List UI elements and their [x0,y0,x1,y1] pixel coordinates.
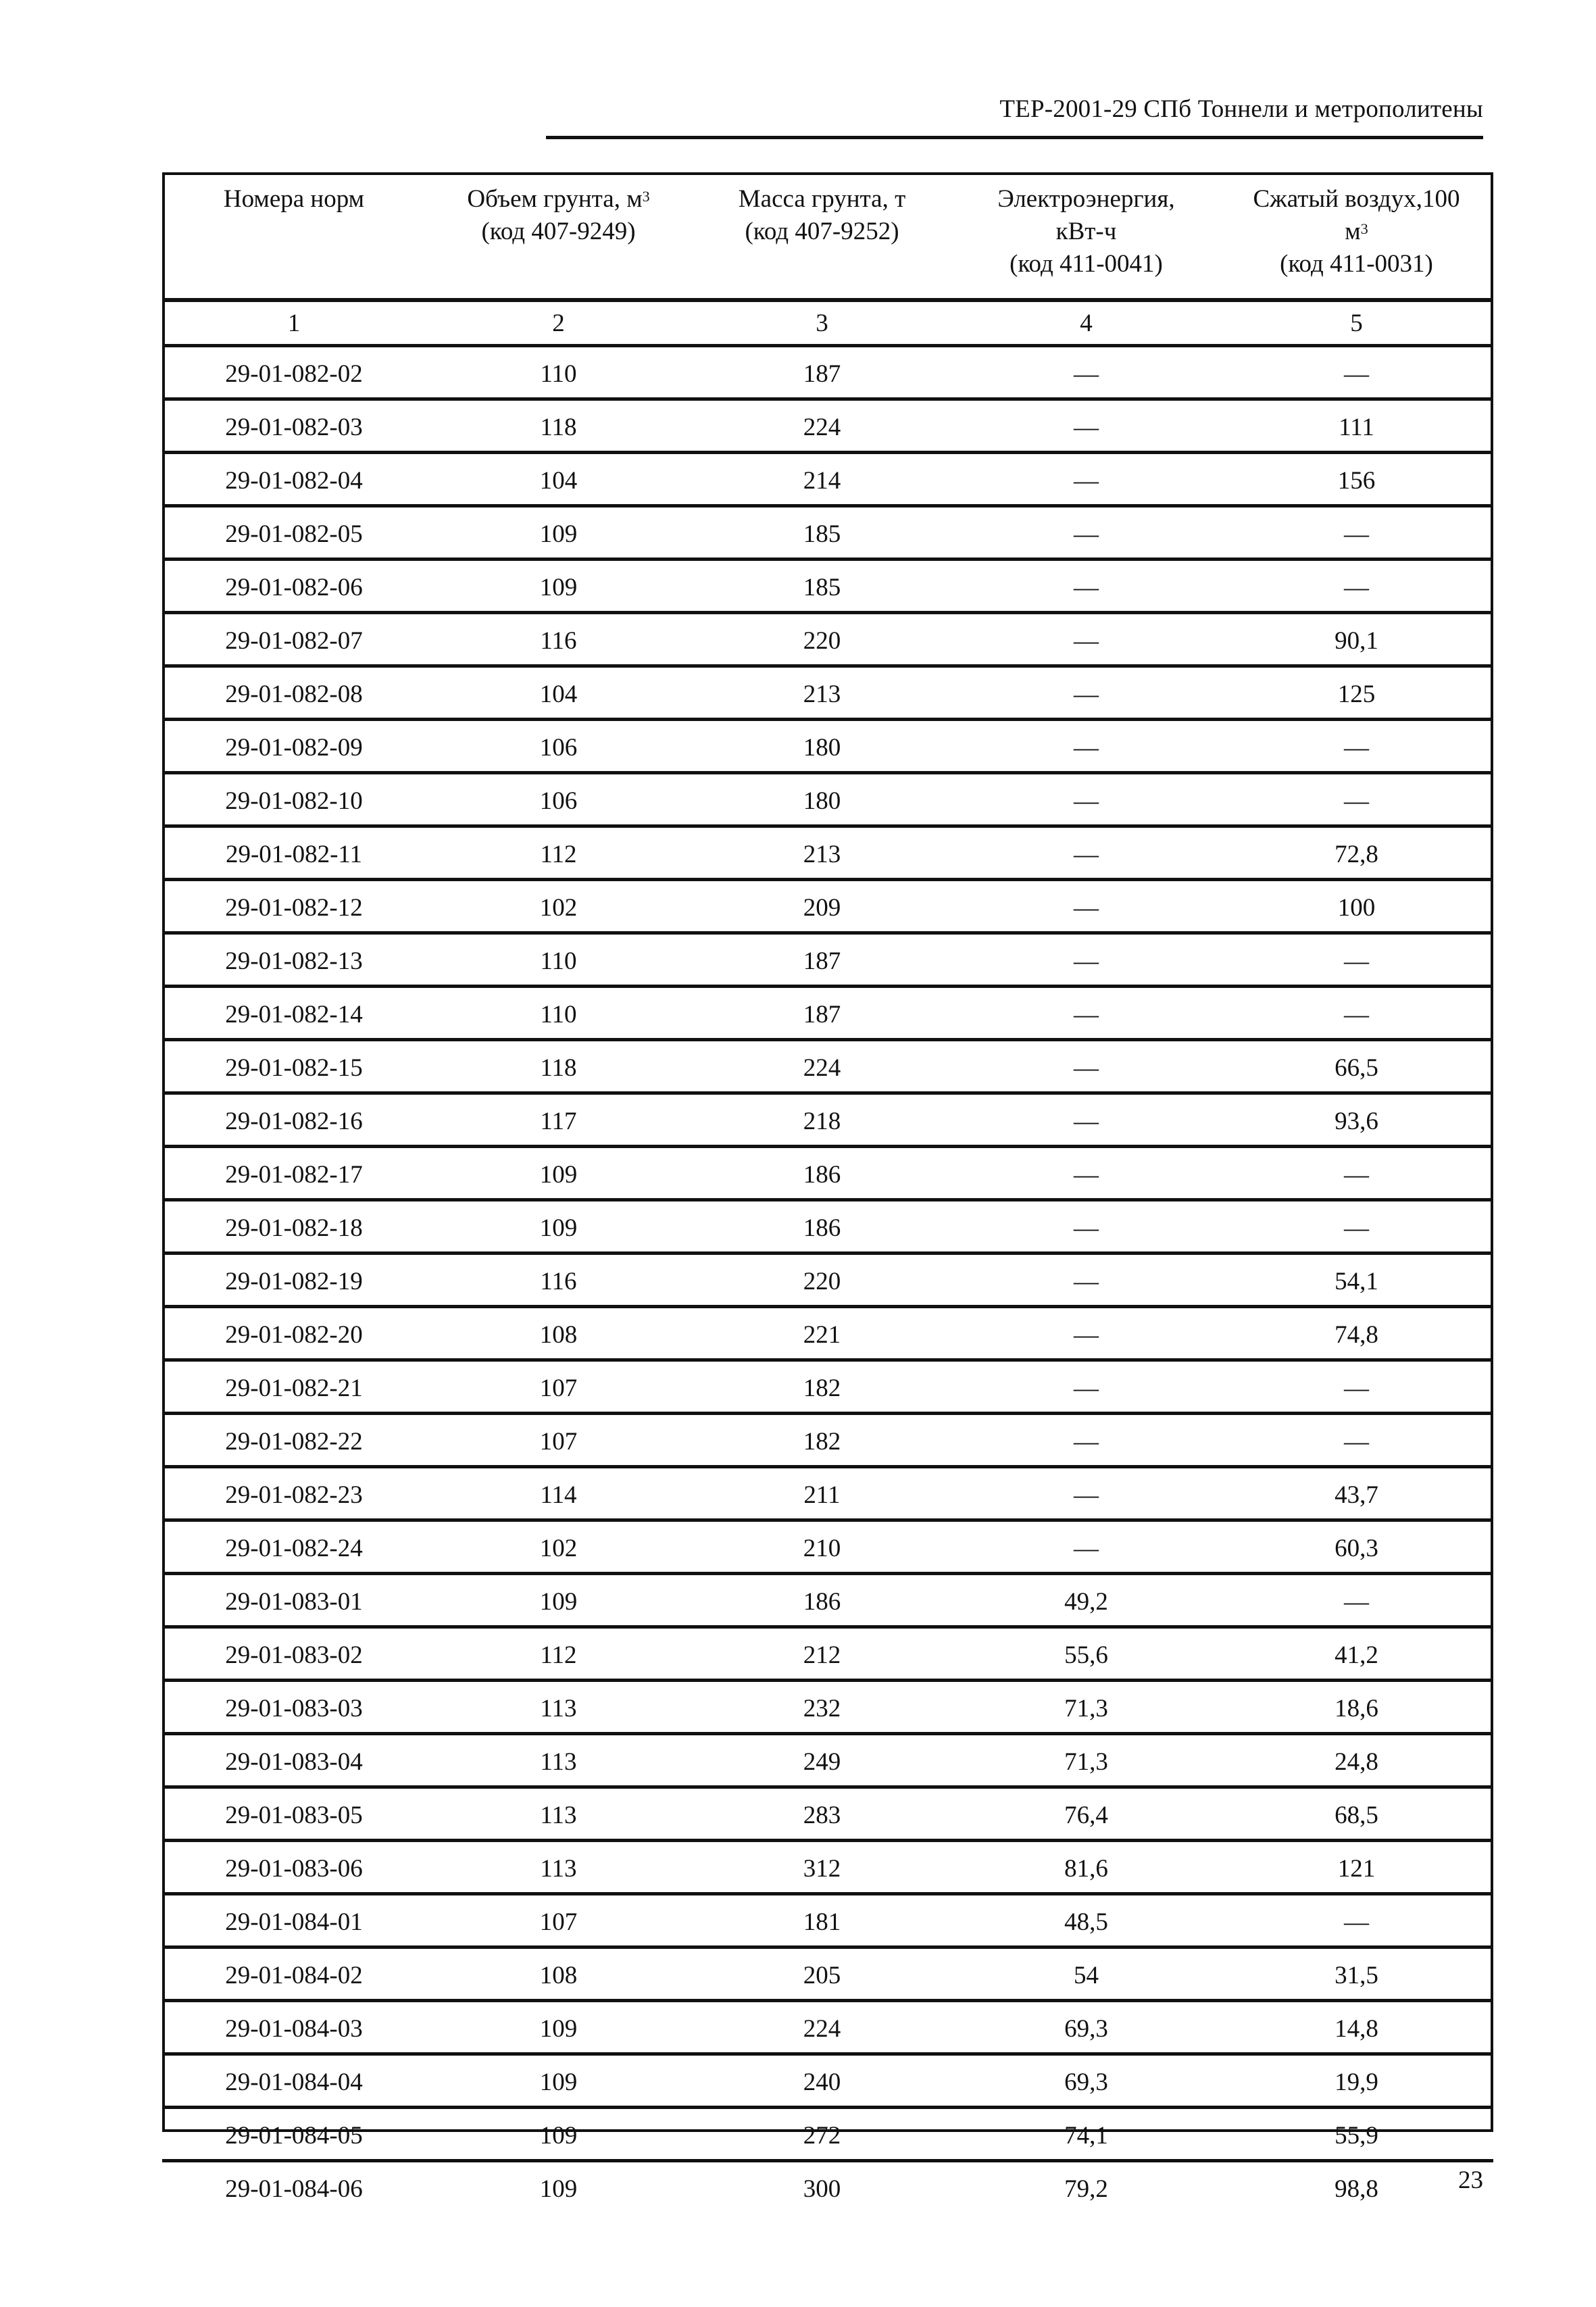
soil-volume-cell: 102 [426,880,691,933]
norm-number-cell: 29-01-082-06 [162,560,426,613]
soil-volume-cell: 109 [426,560,691,613]
soil-volume-cell: 106 [426,720,691,773]
electricity-cell: — [953,987,1220,1040]
soil-mass-cell: 180 [691,720,953,773]
column-header-line: Сжатый воздух,100 [1253,185,1460,213]
compressed-air-cell: 14,8 [1220,2001,1493,2054]
compressed-air-cell: — [1220,773,1493,826]
electricity-cell: 48,5 [953,1894,1220,1948]
table-row [162,987,1493,1040]
column-header-code: (код 407-9252) [745,218,899,245]
norm-number-cell: 29-01-083-04 [162,1734,426,1787]
table-row [162,773,1493,826]
norm-number-cell: 29-01-082-20 [162,1307,426,1360]
norm-number-cell: 29-01-084-02 [162,1948,426,2001]
column-header-line [426,183,691,216]
table-row [162,1040,1493,1093]
soil-mass-cell: 180 [691,773,953,826]
soil-mass-cell: 211 [691,1467,953,1520]
column-header-line: Электроэнергия, [997,185,1175,213]
compressed-air-cell: 24,8 [1220,1734,1493,1787]
soil-volume-cell: 118 [426,399,691,453]
superscript: 3 [1360,220,1368,237]
table-row [162,1627,1493,1681]
electricity-cell: — [953,933,1220,987]
column-number-row [162,300,1493,346]
electricity-cell: — [953,1414,1220,1467]
soil-mass-cell: 185 [691,506,953,560]
header-rule [546,136,1483,139]
electricity-cell: — [953,453,1220,506]
electricity-cell: — [953,506,1220,560]
norm-number-cell: 29-01-082-15 [162,1040,426,1093]
table-row [162,1467,1493,1520]
column-header-text: Объем грунта, м [467,185,643,213]
soil-volume-cell: 118 [426,1040,691,1093]
soil-volume-cell: 116 [426,613,691,666]
norm-number-cell: 29-01-084-06 [162,2161,426,2213]
compressed-air-cell: 54,1 [1220,1254,1493,1307]
compressed-air-cell: 31,5 [1220,1948,1493,2001]
soil-volume-cell: 104 [426,666,691,720]
column-number: 4 [953,300,1220,346]
soil-mass-cell: 181 [691,1894,953,1948]
soil-volume-cell: 108 [426,1948,691,2001]
norm-number-cell: 29-01-082-11 [162,826,426,880]
compressed-air-cell: 18,6 [1220,1681,1493,1734]
table-body [162,346,1493,2213]
table-row [162,1894,1493,1948]
table-row [162,1307,1493,1360]
column-number: 3 [691,300,953,346]
compressed-air-cell: — [1220,1360,1493,1414]
soil-volume-cell: 109 [426,1574,691,1627]
table-row [162,1574,1493,1627]
electricity-cell: — [953,880,1220,933]
norm-number-cell: 29-01-084-04 [162,2054,426,2108]
column-header-line: Масса грунта, т [738,185,906,213]
soil-volume-cell: 109 [426,2054,691,2108]
norm-number-cell: 29-01-083-01 [162,1574,426,1627]
table-row [162,613,1493,666]
soil-mass-cell: 213 [691,666,953,720]
soil-volume-cell: 114 [426,1467,691,1520]
norm-number-cell: 29-01-084-05 [162,2108,426,2161]
compressed-air-cell: — [1220,1147,1493,1200]
electricity-cell: 71,3 [953,1734,1220,1787]
soil-mass-cell: 232 [691,1681,953,1734]
table-row [162,1841,1493,1894]
table-row [162,1093,1493,1147]
norms-table [162,172,1493,2212]
table-row [162,560,1493,613]
column-header-soil-volume [426,172,691,300]
header-row [162,172,1493,300]
table-row [162,1360,1493,1414]
soil-mass-cell: 249 [691,1734,953,1787]
table-row [162,826,1493,880]
soil-mass-cell: 240 [691,2054,953,2108]
table-row [162,1681,1493,1734]
electricity-cell: 76,4 [953,1787,1220,1841]
norm-number-cell: 29-01-082-05 [162,506,426,560]
column-number: 1 [162,300,426,346]
compressed-air-cell: — [1220,1414,1493,1467]
soil-volume-cell: 108 [426,1307,691,1360]
column-number: 5 [1220,300,1493,346]
electricity-cell: — [953,1093,1220,1147]
soil-mass-cell: 224 [691,1040,953,1093]
soil-volume-cell: 107 [426,1414,691,1467]
electricity-cell: — [953,1147,1220,1200]
table-row [162,2054,1493,2108]
soil-volume-cell: 110 [426,987,691,1040]
soil-mass-cell: 218 [691,1093,953,1147]
norm-number-cell: 29-01-083-02 [162,1627,426,1681]
norm-number-cell: 29-01-082-10 [162,773,426,826]
soil-mass-cell: 187 [691,933,953,987]
column-header-code: (код 407-9249) [481,218,636,245]
norm-number-cell: 29-01-082-02 [225,359,363,388]
electricity-cell: 54 [953,1948,1220,2001]
soil-volume-cell: 106 [426,773,691,826]
table-row [162,2108,1493,2161]
electricity-cell: 69,3 [953,2054,1220,2108]
norm-number-cell: 29-01-082-23 [162,1467,426,1520]
electricity-cell: — [953,1040,1220,1093]
soil-volume-cell: 116 [426,1254,691,1307]
soil-volume-cell: 104 [426,453,691,506]
norm-number-cell: 29-01-082-14 [162,987,426,1040]
electricity-cell: 81,6 [953,1841,1220,1894]
soil-mass-cell: 220 [691,613,953,666]
table-row [162,506,1493,560]
compressed-air-cell: 125 [1220,666,1493,720]
soil-volume-cell: 107 [426,1894,691,1948]
compressed-air-cell: 90,1 [1220,613,1493,666]
electricity-cell: — [953,1200,1220,1254]
soil-volume-cell: 112 [426,1627,691,1681]
soil-mass-cell: 187 [803,359,841,388]
soil-mass-cell: 185 [691,560,953,613]
soil-mass-cell: 214 [691,453,953,506]
soil-volume-cell: 113 [426,1841,691,1894]
electricity-cell: 74,1 [953,2108,1220,2161]
electricity-cell: — [953,720,1220,773]
soil-mass-cell: 186 [691,1147,953,1200]
electricity-cell: — [953,613,1220,666]
electricity-cell: — [953,1360,1220,1414]
soil-mass-cell: 186 [691,1574,953,1627]
electricity-cell: — [1074,359,1099,388]
electricity-cell: — [953,773,1220,826]
table-row [162,2161,1493,2213]
column-number: 2 [426,300,691,346]
norm-number-cell: 29-01-082-13 [162,933,426,987]
column-header-line: Номера норм [223,185,365,213]
electricity-cell: 71,3 [953,1681,1220,1734]
norm-number-cell: 29-01-082-12 [162,880,426,933]
electricity-cell: 69,3 [953,2001,1220,2054]
soil-mass-cell: 187 [691,987,953,1040]
running-header: ТЕР-2001-29 СПб Тоннели и метрополитены [999,95,1483,123]
column-header-text: м [1345,218,1361,245]
soil-mass-cell: 300 [691,2161,953,2213]
norm-number-cell: 29-01-082-18 [162,1200,426,1254]
compressed-air-cell: — [1220,933,1493,987]
electricity-cell: — [953,399,1220,453]
soil-volume-cell: 109 [426,2001,691,2054]
compressed-air-cell: 43,7 [1220,1467,1493,1520]
soil-mass-cell: 220 [691,1254,953,1307]
electricity-cell: — [953,1520,1220,1574]
compressed-air-cell: — [1220,1894,1493,1948]
compressed-air-cell: — [1220,1574,1493,1627]
compressed-air-cell: 74,8 [1220,1307,1493,1360]
column-header-code: (код 411-0031) [1280,250,1433,278]
norm-number-cell: 29-01-083-05 [162,1787,426,1841]
soil-mass-cell: 224 [691,2001,953,2054]
table-row [162,453,1493,506]
norm-number-cell: 29-01-083-03 [162,1681,426,1734]
soil-volume-cell: 109 [426,1147,691,1200]
column-header-compressed-air [1220,172,1493,300]
table-row [162,666,1493,720]
soil-volume-cell: 113 [426,1681,691,1734]
soil-volume-cell: 109 [426,2108,691,2161]
electricity-cell: — [953,1467,1220,1520]
table-row [162,720,1493,773]
norm-number-cell: 29-01-082-19 [162,1254,426,1307]
norm-number-cell: 29-01-083-06 [162,1841,426,1894]
compressed-air-cell: — [1220,1200,1493,1254]
soil-volume-cell: 113 [426,1734,691,1787]
norm-number-cell: 29-01-082-22 [162,1414,426,1467]
soil-mass-cell: 182 [691,1360,953,1414]
electricity-cell: — [953,1254,1220,1307]
soil-mass-cell: 182 [691,1414,953,1467]
soil-volume-cell: 109 [426,2161,691,2213]
compressed-air-cell: 55,9 [1220,2108,1493,2161]
soil-mass-cell: 221 [691,1307,953,1360]
soil-volume-cell: 110 [540,359,577,388]
superscript: 3 [642,188,650,205]
electricity-cell: — [953,560,1220,613]
compressed-air-cell: 121 [1220,1841,1493,1894]
electricity-cell: 79,2 [953,2161,1220,2213]
column-header-unit [1220,216,1493,248]
soil-mass-cell: 312 [691,1841,953,1894]
norm-number-cell: 29-01-082-04 [162,453,426,506]
soil-volume-cell: 109 [426,1200,691,1254]
compressed-air-cell: 72,8 [1220,826,1493,880]
soil-mass-cell: 212 [691,1627,953,1681]
table-row [162,1200,1493,1254]
table-row [162,2001,1493,2054]
compressed-air-cell: 19,9 [1220,2054,1493,2108]
table-row [162,1948,1493,2001]
compressed-air-cell: 111 [1220,399,1493,453]
column-header-unit: кВт-ч [1055,218,1117,245]
soil-mass-cell: 210 [691,1520,953,1574]
norm-number-cell: 29-01-082-03 [162,399,426,453]
soil-mass-cell: 283 [691,1787,953,1841]
table-row [162,1734,1493,1787]
compressed-air-cell: — [1220,506,1493,560]
compressed-air-cell: — [1220,987,1493,1040]
electricity-cell: 49,2 [953,1574,1220,1627]
compressed-air-cell: 93,6 [1220,1093,1493,1147]
table-row [162,933,1493,987]
page-number: 23 [1458,2166,1483,2194]
compressed-air-cell: 100 [1220,880,1493,933]
table-row [162,399,1493,453]
compressed-air-cell: 68,5 [1220,1787,1493,1841]
norm-number-cell: 29-01-082-24 [162,1520,426,1574]
soil-mass-cell: 213 [691,826,953,880]
column-header-electricity [953,172,1220,300]
compressed-air-cell: — [1344,359,1369,388]
norm-number-cell: 29-01-082-21 [162,1360,426,1414]
soil-volume-cell: 110 [426,933,691,987]
soil-volume-cell: 109 [426,506,691,560]
compressed-air-cell: 98,8 [1220,2161,1493,2213]
electricity-cell: 55,6 [953,1627,1220,1681]
norm-number-cell: 29-01-084-03 [162,2001,426,2054]
norm-number-cell: 29-01-084-01 [162,1894,426,1948]
soil-mass-cell: 224 [691,399,953,453]
norm-number-cell: 29-01-082-16 [162,1093,426,1147]
table-row [162,346,1493,399]
compressed-air-cell: — [1220,560,1493,613]
norm-number-cell: 29-01-082-17 [162,1147,426,1200]
compressed-air-cell: 66,5 [1220,1040,1493,1093]
soil-volume-cell: 113 [426,1787,691,1841]
soil-volume-cell: 117 [426,1093,691,1147]
soil-volume-cell: 107 [426,1360,691,1414]
table-row [162,1147,1493,1200]
soil-mass-cell: 272 [691,2108,953,2161]
soil-mass-cell: 186 [691,1200,953,1254]
table-row [162,1520,1493,1574]
compressed-air-cell: 41,2 [1220,1627,1493,1681]
compressed-air-cell: 156 [1220,453,1493,506]
norm-number-cell: 29-01-082-07 [162,613,426,666]
electricity-cell: — [953,666,1220,720]
table-row [162,1254,1493,1307]
soil-mass-cell: 209 [691,880,953,933]
column-header-norm-numbers [162,172,426,300]
compressed-air-cell: — [1220,720,1493,773]
electricity-cell: — [953,826,1220,880]
table-row [162,1414,1493,1467]
soil-mass-cell: 205 [691,1948,953,2001]
compressed-air-cell: 60,3 [1220,1520,1493,1574]
table-row [162,1787,1493,1841]
electricity-cell: — [953,1307,1220,1360]
column-header-soil-mass [691,172,953,300]
table-row [162,880,1493,933]
column-header-code: (код 411-0041) [1009,250,1163,278]
soil-volume-cell: 112 [426,826,691,880]
norm-number-cell: 29-01-082-08 [162,666,426,720]
norm-number-cell: 29-01-082-09 [162,720,426,773]
soil-volume-cell: 102 [426,1520,691,1574]
